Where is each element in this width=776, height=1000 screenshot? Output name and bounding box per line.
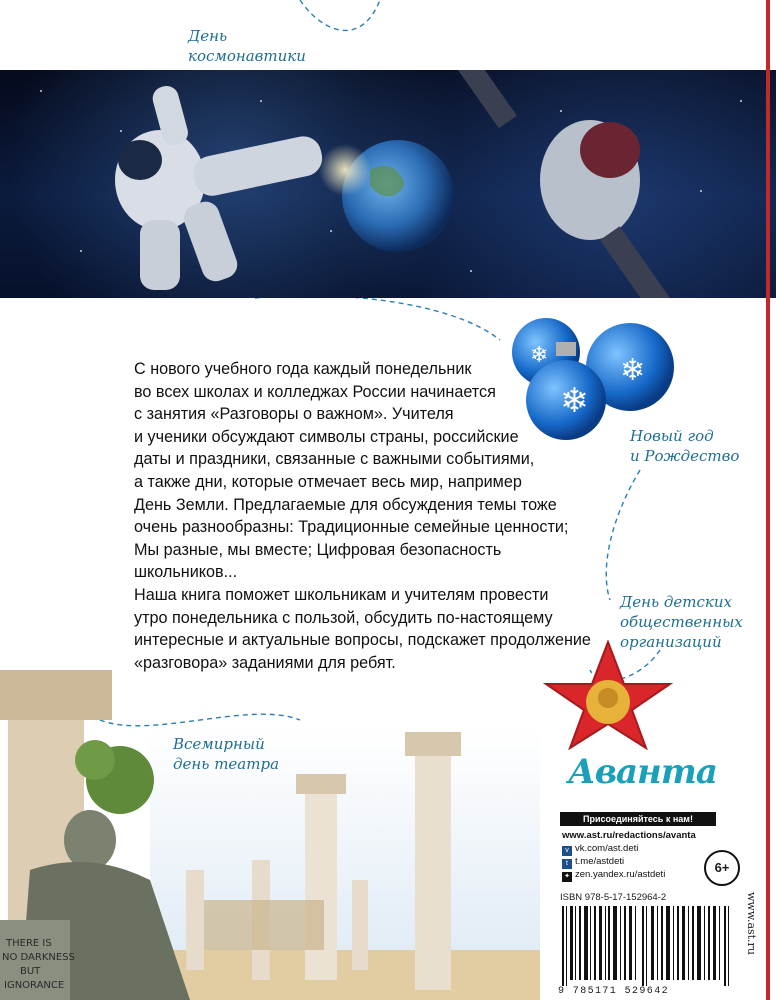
red-edge-stripe [766,0,770,1000]
text-line: Мы разные, мы вместе; Цифровая безопасность школьников... [134,540,502,582]
label-line: День детских [620,593,732,611]
isbn-text: ISBN 978-5-17-152964-2 [560,892,667,903]
label-line: Всемирный [173,735,265,753]
text-line: а также дни, которые отмечает весь мир, например [134,472,522,491]
svg-text:❄: ❄ [560,381,589,421]
label-line: общественных [620,613,743,631]
astronaut-figure [115,83,325,290]
join-us-banner: Присоединяйтесь к нам! [560,812,716,826]
vk-icon: v [562,846,572,856]
text-line: даты и праздники, связанные с важными событиями, [134,450,535,469]
vk-link[interactable] [562,843,638,856]
text-line: и ученики обсуждают символы страны, российские [134,427,519,446]
telegram-link-text: t.me/astdeti [575,856,625,867]
text-line: Наша книга поможет школьникам и учителям провести [134,585,549,604]
telegram-link[interactable] [562,856,624,869]
description-text [134,358,602,674]
zen-link-text: zen.yandex.ru/astdeti [575,869,666,880]
statue-inscription-line: IGNORANCE [4,980,65,991]
vk-link-text: vk.com/ast.deti [575,843,639,854]
barcode-image [558,906,736,986]
website-vertical-text[interactable]: www.ast.ru [745,892,758,955]
label-line: и Рождество [630,447,740,465]
publisher-block [548,752,766,1000]
theatre-columns-image [0,670,540,1000]
spacecraft [430,70,706,298]
label-line: День [188,27,228,45]
label-cosmonautics-day [188,26,306,66]
redaction-link[interactable]: www.ast.ru/redactions/avanta [562,830,696,841]
svg-text:❄: ❄ [620,353,646,388]
label-line: организаций [620,633,722,651]
text-line: «разговора» заданиями для ребят. [134,653,396,672]
text-line: интересные и актуальные вопросы, подскажет продолжение [134,631,591,650]
label-line: день театра [173,755,280,773]
telegram-icon: t [562,859,572,869]
publisher-logo: Аванта [568,752,717,792]
statue-inscription-line: BUT [20,966,41,977]
pioneer-star-badge-icon [538,640,678,750]
text-line: очень разнообразны: Традиционные семейные ценности; [134,518,569,537]
statue-inscription-line: THERE IS [6,938,52,949]
label-new-year [630,426,739,466]
barcode-number: 9 785171 529642 [558,986,670,997]
space-banner-image [0,70,776,298]
svg-text:❄: ❄ [530,343,549,368]
age-rating-badge: 6+ [704,850,740,886]
zen-link[interactable] [562,869,665,882]
text-line: День Земли. Предлагаемые для обсуждения темы тоже [134,495,557,514]
zen-icon: ✦ [562,872,572,882]
text-line: утро понедельника с пользой, обсудить по-настоящему [134,608,553,627]
text-line: во всех школах и колледжах России начинается [134,382,496,401]
label-theatre-day [173,734,279,774]
label-line: космонавтики [188,47,306,65]
statue-inscription-line: NO DARKNESS [2,952,75,963]
text-line: С нового учебного года каждый понедельник [134,360,472,378]
text-line: с занятия «Разговоры о важном». Учителя [134,405,454,424]
label-line: Новый год [630,427,714,445]
